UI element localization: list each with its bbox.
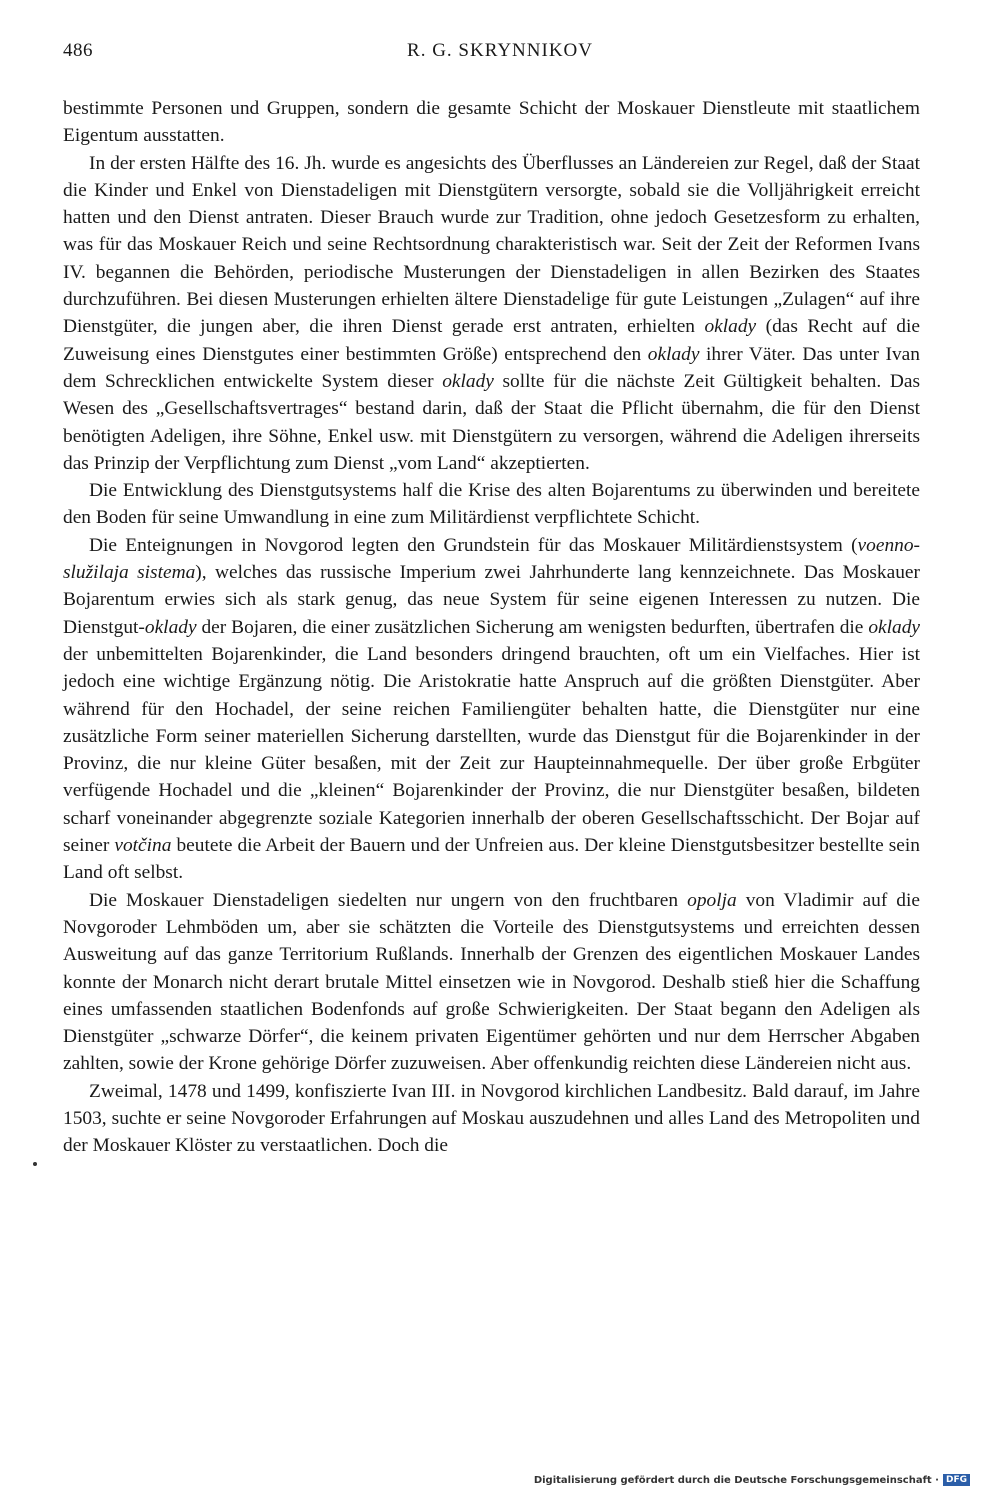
italic-term: oklady bbox=[868, 616, 920, 638]
paragraph bbox=[63, 95, 920, 150]
running-head: R. G. SKRYNNIKOV bbox=[407, 40, 593, 61]
text-run: Die Enteignungen in Novgorod legten den Grundstein für das Moskauer Militärdienstsystem ( bbox=[89, 534, 858, 556]
text-run: In der ersten Hälfte des 16. Jh. wurde es angesichts des Überflusses an Ländereien zur Regel, daß der Staat die Kinder und Enkel von Dienstadeligen mit Dienstgütern versorgte, sobald sie die Volljährigkeit erreicht hatten und den Dienst antraten. Dieser Brauch wurde zur Tradition, ohne jedoch Gesetzesform zu erhalten, was für das Moskauer Reich und seine Rechtsordnung charakteristisch war. Seit der Zeit der Reformen Ivans IV. begannen die Behörden, periodische Musterungen der Dienstadeligen in allen Bezirken des Staates durchzuführen. Bei diesen Musterungen erhielten ältere Dienstadelige für gute Leistungen „Zulagen“ auf ihre Dienstgüter, die jungen aber, die ihren Dienst gerade erst antraten, erhielten bbox=[63, 152, 920, 338]
digitization-credit bbox=[534, 1474, 970, 1486]
text-run: Zweimal, 1478 und 1499, konfiszierte Ivan III. in Novgorod kirchlichen Landbesitz. Bald darauf, im Jahre 1503, suchte er seine Novgoroder Erfahrungen auf Moskau auszudehnen und alles Land des Metropoliten und der Moskauer Klöster zu verstaatlichen. Doch die bbox=[63, 1080, 920, 1157]
credit-text: Digitalisierung gefördert durch die Deutsche Forschungsgemeinschaft · bbox=[533, 1474, 939, 1486]
dfg-logo: DFG bbox=[943, 1474, 970, 1486]
page-number: 486 bbox=[63, 40, 93, 61]
italic-term: voenno-služilaja sistema bbox=[63, 534, 920, 584]
text-run: sollte für die nächste Zeit Gültigkeit behalten. Das Wesen des „Gesellschaftsvertrages“ bestand darin, daß der Staat die Pflicht übernahm, die für den Dienst benötigten Adeligen, ihre Söhne, Enkel usw. mit Dienstgütern zu versorgen, während die Adeligen ihrerseits das Prinzip der Verpflichtung zum Dienst „vom Land“ akzeptierten. bbox=[63, 370, 920, 474]
text-run: ihrer Väter. Das unter Ivan dem Schrecklichen entwickelte System dieser bbox=[63, 343, 920, 392]
text-run: (das Recht auf die Zuweisung eines Dienstgutes einer bestimmten Größe) entsprechend den bbox=[63, 316, 920, 365]
italic-term: oklady bbox=[144, 616, 197, 638]
italic-term: oklady bbox=[647, 343, 700, 365]
text-run: bestimmte Personen und Gruppen, sondern die gesamte Schicht der Moskauer Dienstleute mit staatlichem Eigentum ausstatten. bbox=[63, 98, 920, 147]
text-run: der Bojaren, die einer zusätzlichen Sicherung am wenigsten bedurften, übertrafen die bbox=[196, 616, 869, 638]
body-text bbox=[63, 95, 920, 1160]
text-run: beutete die Arbeit der Bauern und der Unfreien aus. Der kleine Dienstgutsbesitzer bestellte sein Land oft selbst. bbox=[63, 835, 920, 884]
text-run: Die Moskauer Dienstadeligen siedelten nur ungern von den fruchtbaren bbox=[89, 889, 688, 911]
italic-term: opolja bbox=[687, 889, 737, 911]
paragraph bbox=[63, 150, 920, 478]
italic-term: votčina bbox=[114, 835, 172, 857]
text-run: ), welches das russische Imperium zwei Jahrhunderte lang kennzeichnete. Das Moskauer Bojarentum erwies sich als stark genug, das neue System für seine eigenen Interessen zu nutzen. Die Dienstgut- bbox=[63, 562, 920, 638]
italic-term: oklady bbox=[704, 316, 757, 338]
italic-term: oklady bbox=[442, 370, 494, 392]
paragraph bbox=[63, 1078, 920, 1160]
text-run: von Vladimir auf die Novgoroder Lehmböden um, aber sie schätzten die Vorteile des Dienstgutsystems und erreichten dessen Ausweitung auf das ganze Territorium Rußlands. Innerhalb der Grenzen des eigentlichen Moskauer Landes konnte der Monarch nicht derart brutale Mittel einsetzen wie in Novgorod. Deshalb stieß hier die Schaffung eines umfassenden staatlichen Bodenfonds auf große Schwierigkeiten. Der Staat begann den Adeligen als Dienstgüter „schwarze Dörfer“, die keinem privaten Eigentümer gehörten und nur dem Herrscher Abgaben zahlten, sowie der Krone gehörige Dörfer zuzuweisen. Aber offenkundig reichten diese Ländereien nicht aus. bbox=[63, 889, 920, 1075]
paragraph bbox=[63, 477, 920, 532]
text-run: der unbemittelten Bojarenkinder, die Land besonders dringend brauchten, oft um ein Vielfaches. Hier ist jedoch eine wichtige Ergänzung nötig. Die Aristokratie hatte Anspruch auf die größten Dienstgüter. Aber während für den Hochadel, der seine reichen Familiengüter behalten hatte, die Dienstgüter nur eine zusätzliche Form seiner materiellen Sicherung darstellten, wurde das Dienstgut für die Bojarenkinder in der Provinz, die nur kleine Güter besaßen, mit der Zeit zur Haupteinnahmequelle. Der über große Erbgüter verfügende Hochadel und die „kleinen“ Bojarenkinder der Provinz, die nur Dienstgüter besaßen, bildeten scharf voneinander abgegrenzte soziale Kategorien innerhalb der oberen Gesellschaftsschicht. Der Bojar auf seiner bbox=[63, 643, 920, 857]
paragraph bbox=[63, 532, 920, 887]
paragraph bbox=[63, 887, 920, 1078]
scan-artifact-dot bbox=[33, 1162, 37, 1166]
text-run: Die Entwicklung des Dienstgutsystems half die Krise des alten Bojarentums zu überwinden und bereitete den Boden für seine Umwandlung in eine zum Militärdienst verpflichtete Schicht. bbox=[63, 480, 920, 529]
